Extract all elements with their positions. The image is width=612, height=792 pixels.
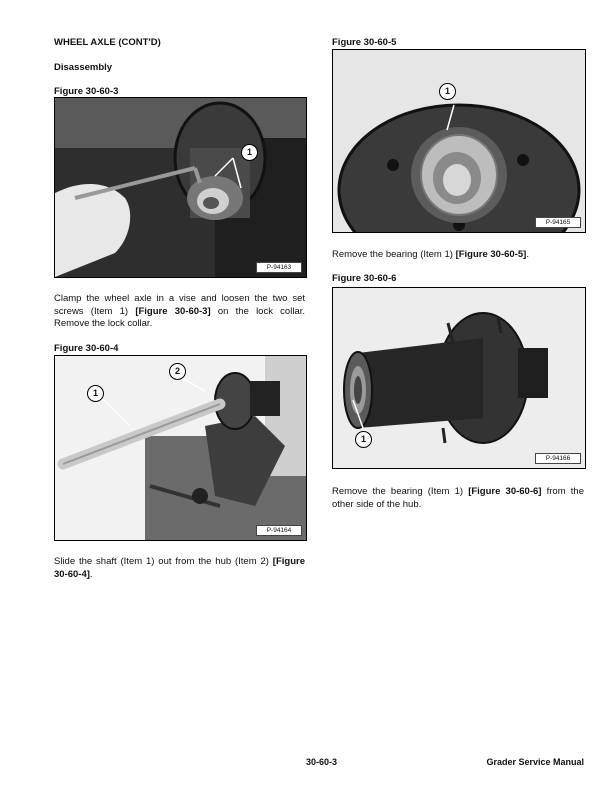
photo-code: P-94164: [256, 525, 302, 536]
figure-caption: Figure 30-60-6: [332, 273, 397, 284]
section-title: WHEEL AXLE (CONT'D): [54, 37, 161, 48]
figure-30-60-3-photo: [54, 97, 307, 278]
manual-title: Grader Service Manual: [486, 757, 584, 767]
figure-caption: Figure 30-60-4: [54, 343, 119, 354]
photo-code: P-94165: [535, 217, 581, 228]
figure-caption: Figure 30-60-5: [332, 37, 397, 48]
instruction-paragraph: Remove the bearing (Item 1) [Figure 30-60-6] from the other side of the hub.: [332, 486, 584, 510]
figure-30-60-6-photo: [332, 287, 586, 469]
instruction-paragraph: Slide the shaft (Item 1) out from the hub (Item 2) [Figure 30-60-4].: [54, 556, 305, 580]
subsection-title: Disassembly: [54, 62, 113, 73]
instruction-paragraph: Remove the bearing (Item 1) [Figure 30-60-5].: [332, 249, 529, 260]
figure-reference: [Figure 30-60-5]: [455, 249, 527, 260]
callout-marker: 2: [169, 363, 186, 380]
page-number: 30-60-3: [306, 757, 338, 767]
instruction-paragraph: Clamp the wheel axle in a vise and loosen the two set screws (Item 1) [Figure 30-60-3] on the lock collar. Remove the lock collar.: [54, 293, 306, 330]
figure-30-60-5-photo: [332, 49, 586, 233]
callout-marker: 1: [439, 83, 456, 100]
callout-marker: 1: [87, 385, 104, 402]
photo-code: P-94163: [256, 262, 302, 273]
figure-caption: Figure 30-60-3: [54, 86, 119, 97]
figure-reference: [Figure 30-60-3]: [135, 305, 211, 317]
callout-marker: 1: [241, 144, 258, 161]
callout-marker: 1: [355, 431, 372, 448]
photo-code: P-94166: [535, 453, 581, 464]
figure-30-60-4-photo: [54, 355, 307, 541]
figure-reference: [Figure 30-60-4]: [54, 556, 305, 580]
figure-reference: [Figure 30-60-6]: [468, 486, 542, 497]
